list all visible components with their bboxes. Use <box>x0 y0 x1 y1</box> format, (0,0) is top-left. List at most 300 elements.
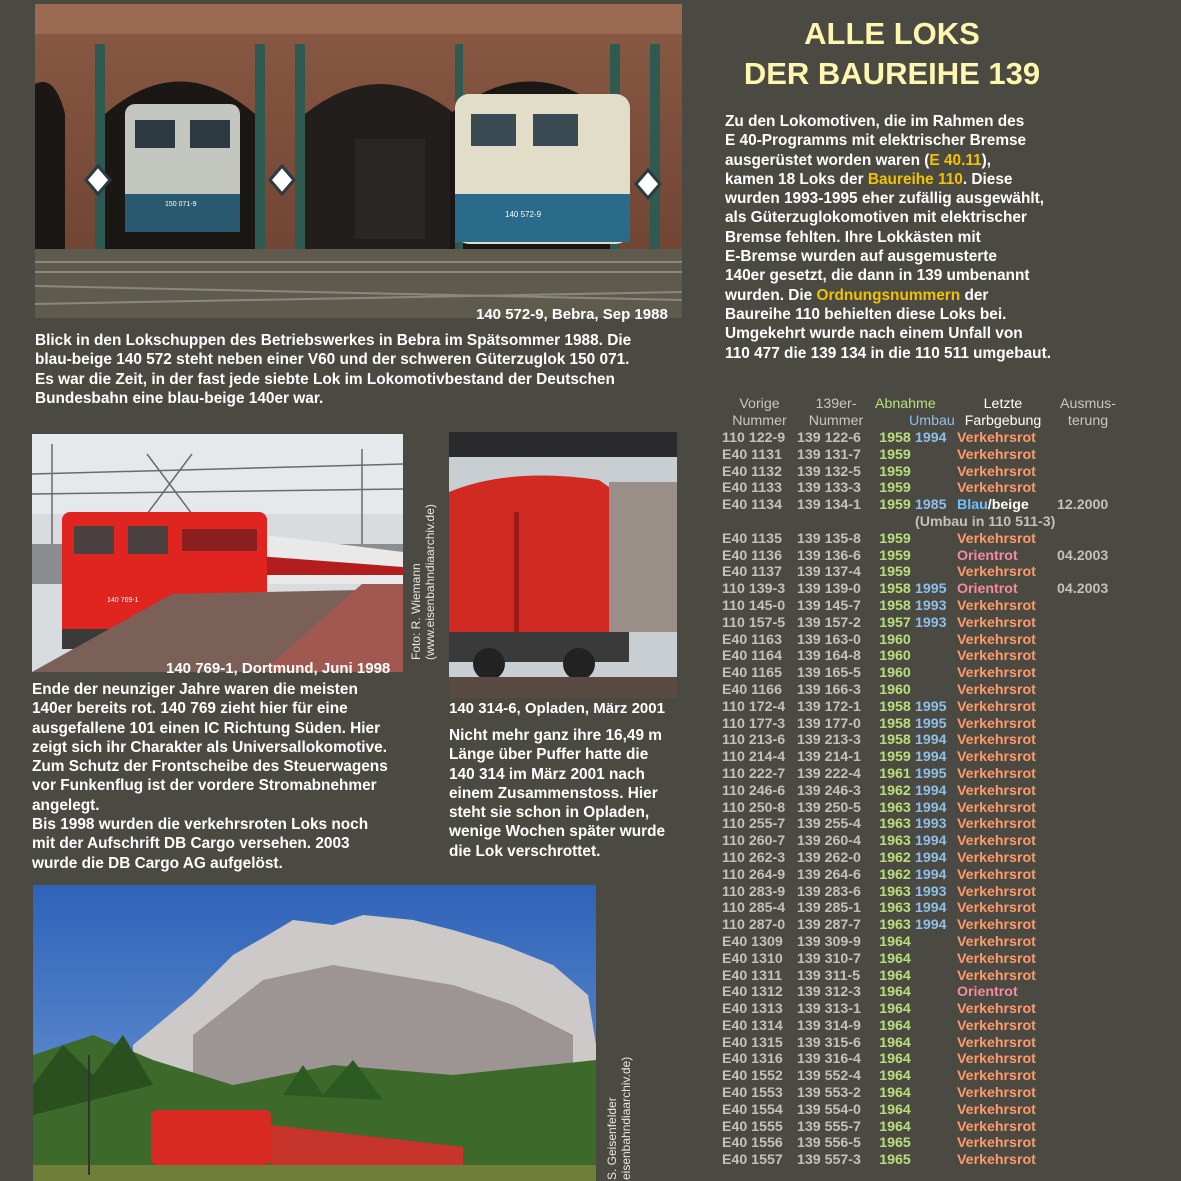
row-farbe-text: Verkehrsrot <box>957 1152 1036 1169</box>
row-farbe-text: Verkehrsrot <box>957 765 1036 782</box>
row-farbe-text: Verkehrsrot <box>957 1085 1036 1102</box>
row-nummer: 139 132-5 <box>797 463 861 480</box>
row-vorige: 110 283-9 <box>722 883 786 900</box>
photo3-text-line: die Lok verschrottet. <box>449 842 601 860</box>
header-139er <box>797 396 875 430</box>
photo4-credit <box>605 1057 633 1180</box>
row-nummer: 139 287-7 <box>797 917 861 934</box>
intro-segment: . Diese <box>962 170 1013 188</box>
row-farbe-text: Orientrot <box>957 547 1018 564</box>
link-baureihe-110[interactable]: Baureihe 110 <box>867 170 963 188</box>
intro-text <box>725 112 1051 363</box>
row-ausmusterung <box>1049 682 1127 699</box>
photo2-text-line: Bis 1998 wurden die verkehrsroten Loks noch <box>32 816 369 834</box>
intro-line: Zu den Lokomotiven, die im Rahmen des <box>725 113 1025 130</box>
row-farbe-text: Verkehrsrot <box>957 648 1036 665</box>
header-text: terung <box>1067 413 1109 429</box>
row-vorige: E40 1311 <box>722 967 782 984</box>
row-vorige: E40 1164 <box>722 648 782 665</box>
row-nummer: 139 264-6 <box>797 866 861 883</box>
row-farbgebung <box>957 766 1049 783</box>
row-farbgebung <box>957 749 1049 766</box>
row-vorige: 110 139-3 <box>722 581 786 598</box>
photo3-text-line: einem Zusammenstoss. Hier <box>449 784 658 802</box>
intro-line: E-Bremse wurden auf ausgemusterte <box>725 248 997 266</box>
row-farbe-text: Verkehrsrot <box>957 732 1036 749</box>
row-nummer: 139 145-7 <box>797 597 861 614</box>
row-farbgebung <box>957 867 1049 884</box>
row-ausmusterung <box>1049 699 1127 716</box>
row-vorige: 110 122-9 <box>722 430 786 446</box>
row-vorige: 110 264-9 <box>722 866 786 883</box>
row-farbe-text: Verkehrsrot <box>957 715 1036 732</box>
row-ausmusterung <box>1049 1001 1127 1018</box>
row-farbgebung <box>957 497 1049 514</box>
row-ausmusterung <box>1049 665 1127 682</box>
photo3-text-line: wenige Wochen später wurde <box>449 823 666 841</box>
photo3-caption: 140 314-6, Opladen, März 2001 <box>449 700 665 717</box>
row-umbau <box>915 1035 957 1052</box>
row-umbau <box>915 564 957 581</box>
row-umbau: 1995 <box>915 581 947 598</box>
photo-zugspitze <box>33 885 596 1181</box>
row-nummer: 139 557-3 <box>797 1152 861 1169</box>
row-nummer: 139 250-5 <box>797 799 861 816</box>
header-text: Nummer <box>732 413 787 429</box>
row-vorige: 110 172-4 <box>722 698 786 715</box>
row-nummer: 139 133-3 <box>797 480 861 497</box>
row-abnahme: 1963 <box>879 917 911 934</box>
row-nummer: 139 285-1 <box>797 900 861 917</box>
row-ausmusterung <box>1049 900 1127 917</box>
table-row <box>722 430 1127 447</box>
intro-line: Umgekehrt wurde nach einem Unfall von <box>725 325 1023 343</box>
row-farbgebung <box>957 632 1049 649</box>
row-farbe-text: Verkehrsrot <box>957 614 1036 631</box>
row-vorige: 110 177-3 <box>722 715 786 732</box>
row-umbau <box>915 951 957 968</box>
table-row <box>722 1152 1127 1169</box>
row-vorige: E40 1314 <box>722 1017 783 1034</box>
row-ausmusterung <box>1049 1119 1127 1136</box>
row-farbgebung <box>957 1018 1049 1035</box>
row-umbau <box>915 665 957 682</box>
row-vorige: E40 1553 <box>722 1085 783 1102</box>
row-umbau <box>915 1085 957 1102</box>
row-umbau <box>915 1152 957 1169</box>
row-ausmusterung: 04.2003 <box>1057 581 1109 598</box>
row-nummer: 139 157-2 <box>797 614 861 631</box>
row-vorige: 110 157-5 <box>722 614 786 631</box>
row-abnahme: 1963 <box>879 799 911 816</box>
table-row <box>722 632 1127 649</box>
row-farbgebung <box>957 800 1049 817</box>
row-nummer: 139 177-0 <box>797 715 861 732</box>
row-umbau <box>915 682 957 699</box>
row-ausmusterung: 12.2000 <box>1057 497 1109 514</box>
intro-line: 110 477 die 139 134 in die 110 511 umgebaut. <box>725 344 1051 362</box>
row-farbgebung <box>957 1152 1049 1169</box>
intro-segment: ), <box>981 151 992 169</box>
row-ausmusterung <box>1049 531 1127 548</box>
table-row <box>722 833 1127 850</box>
row-abnahme: 1958 <box>879 732 911 749</box>
row-umbau <box>915 1102 957 1119</box>
row-farbe-text: Verkehrsrot <box>957 950 1036 967</box>
row-farbe-text: Verkehrsrot <box>957 866 1036 883</box>
row-nummer: 139 165-5 <box>797 665 861 682</box>
photo4-credit-line: eisenbahndiaarchiv.de) <box>619 1056 633 1180</box>
row-abnahme: 1964 <box>879 967 911 984</box>
row-abnahme: 1964 <box>879 950 911 967</box>
table-row <box>722 716 1127 733</box>
row-abnahme: 1962 <box>879 866 911 883</box>
row-umbau <box>915 632 957 649</box>
row-farbgebung <box>957 816 1049 833</box>
photo3-text-line: 140 314 im März 2001 nach <box>449 765 645 783</box>
intro-line: Bremse fehlten. Ihre Lokkästen mit <box>725 228 981 246</box>
row-abnahme: 1959 <box>879 530 911 547</box>
photo2-text-line: 140er bereits rot. 140 769 zieht hier für eine <box>32 700 348 718</box>
photo2-text-line: angelegt. <box>32 796 100 814</box>
row-farbgebung <box>957 900 1049 917</box>
table-row <box>722 1102 1127 1119</box>
photo2-caption: 140 769-1, Dortmund, Juni 1998 <box>166 660 391 677</box>
row-vorige: E40 1315 <box>722 1034 783 1051</box>
row-ausmusterung <box>1049 984 1127 1001</box>
photo1-text-line: blau-beige 140 572 steht neben einer V60 und der schweren Güterzuglok 150 071. <box>35 351 630 369</box>
row-farbgebung <box>957 833 1049 850</box>
row-ausmusterung <box>1049 833 1127 850</box>
row-umbau: 1993 <box>915 614 947 631</box>
table-row <box>722 581 1127 598</box>
table-row <box>722 968 1127 985</box>
header-text: Letzte <box>983 396 1023 412</box>
row-ausmusterung <box>1049 480 1127 497</box>
photo1-caption: 140 572-9, Bebra, Sep 1988 <box>476 306 668 323</box>
row-vorige: E40 1555 <box>722 1118 783 1135</box>
row-abnahme: 1964 <box>879 1051 911 1068</box>
row-ausmusterung <box>1049 1068 1127 1085</box>
intro-line: als Güterzuglokomotiven mit elektrischer <box>725 209 1027 227</box>
photo2-text-line: Zum Schutz der Frontscheibe des Steuerwagens <box>32 758 388 776</box>
row-nummer: 139 122-6 <box>797 430 861 446</box>
loks-table <box>722 396 1127 1169</box>
row-farbgebung <box>957 480 1049 497</box>
photo1-text <box>35 331 631 408</box>
row-vorige: E40 1136 <box>722 547 782 564</box>
photo-lokschuppen-bebra <box>35 4 682 318</box>
row-abnahme: 1959 <box>879 480 911 497</box>
row-ausmusterung <box>1049 464 1127 481</box>
row-abnahme: 1958 <box>879 430 911 446</box>
row-umbau: 1994 <box>915 917 947 934</box>
row-umbau: 1993 <box>915 883 947 900</box>
intro-line: Baureihe 110 behielten diese Loks bei. <box>725 305 1007 323</box>
row-umbau: 1994 <box>915 866 947 883</box>
row-farbe-text: Verkehrsrot <box>957 1135 1036 1152</box>
row-nummer: 139 310-7 <box>797 950 861 967</box>
row-farbgebung <box>957 917 1049 934</box>
row-farbe-text: Verkehrsrot <box>957 1118 1036 1135</box>
photo4-credit-line: S. Geisenfelder <box>605 1097 619 1180</box>
row-farbgebung <box>957 682 1049 699</box>
row-umbau: 1995 <box>915 698 947 715</box>
row-umbau <box>915 1018 957 1035</box>
row-abnahme: 1962 <box>879 782 911 799</box>
row-umbau: 1993 <box>915 816 947 833</box>
table-row <box>722 531 1127 548</box>
row-abnahme: 1957 <box>879 614 911 631</box>
header-text: Vorige <box>739 396 780 412</box>
row-vorige: E40 1554 <box>722 1101 783 1118</box>
row-abnahme: 1964 <box>879 1017 911 1034</box>
loco-number-140: 140 572-9 <box>505 210 542 219</box>
row-umbau: 1994 <box>915 782 947 799</box>
row-ausmusterung <box>1049 800 1127 817</box>
photo-dortmund-image <box>32 434 403 672</box>
row-nummer: 139 172-1 <box>797 698 861 715</box>
row-nummer: 139 222-4 <box>797 765 861 782</box>
row-farbe-text: Verkehrsrot <box>957 681 1036 698</box>
row-umbau: 1994 <box>915 849 947 866</box>
table-row <box>722 1001 1127 1018</box>
table-row <box>722 1051 1127 1068</box>
table-row <box>722 1068 1127 1085</box>
row-umbau: 1994 <box>915 799 947 816</box>
row-farbgebung <box>957 951 1049 968</box>
row-nummer: 139 166-3 <box>797 681 861 698</box>
intro-line: wurden 1993-1995 eher zufällig ausgewählt, <box>725 190 1045 208</box>
loco-number-150: 150 071-9 <box>165 201 197 208</box>
row-farbe-text: Verkehrsrot <box>957 1017 1036 1034</box>
table-row <box>722 1119 1127 1136</box>
row-nummer: 139 316-4 <box>797 1051 861 1068</box>
table-row <box>722 850 1127 867</box>
row-ausmusterung <box>1049 1152 1127 1169</box>
row-farbe-text: Verkehrsrot <box>957 1068 1036 1085</box>
intro-segment: kamen 18 Loks der <box>725 170 868 188</box>
row-farbgebung <box>957 1135 1049 1152</box>
row-farbgebung <box>957 716 1049 733</box>
row-umbau <box>915 480 957 497</box>
table-note-row <box>722 514 1127 531</box>
table-row <box>722 682 1127 699</box>
row-ausmusterung <box>1049 917 1127 934</box>
row-ausmusterung: 04.2003 <box>1057 547 1109 564</box>
table-header-row <box>722 396 1127 430</box>
row-farbgebung <box>957 430 1049 447</box>
row-ausmusterung <box>1049 430 1127 447</box>
row-farbgebung <box>957 1035 1049 1052</box>
row-nummer: 139 131-7 <box>797 446 861 463</box>
photo1-text-line: Blick in den Lokschuppen des Betriebswerkes in Bebra im Spätsommer 1988. Die <box>35 332 632 349</box>
row-umbau: 1994 <box>915 900 947 917</box>
row-vorige: 110 250-8 <box>722 799 786 816</box>
row-ausmusterung <box>1049 1085 1127 1102</box>
row-farbgebung <box>957 665 1049 682</box>
table-row <box>722 497 1127 514</box>
photo2-loco-number: 140 769-1 <box>107 597 139 604</box>
row-ausmusterung <box>1049 447 1127 464</box>
row-vorige: E40 1316 <box>722 1051 783 1068</box>
row-ausmusterung <box>1049 564 1127 581</box>
row-farbe-text: Verkehrsrot <box>957 782 1036 799</box>
row-farbe-text: Verkehrsrot <box>957 597 1036 614</box>
row-farbgebung <box>957 934 1049 951</box>
row-farbe-text: Verkehrsrot <box>957 816 1036 833</box>
row-farbgebung <box>957 615 1049 632</box>
row-farbe-text: Verkehrsrot <box>957 463 1036 480</box>
row-abnahme: 1959 <box>879 547 911 564</box>
intro-line: E 40-Programms mit elektrischer Bremse <box>725 132 1027 150</box>
row-farbgebung <box>957 984 1049 1001</box>
row-vorige: E40 1132 <box>722 463 782 480</box>
row-vorige: E40 1165 <box>722 665 782 682</box>
row-nummer: 139 255-4 <box>797 816 861 833</box>
table-row <box>722 766 1127 783</box>
row-nummer: 139 139-0 <box>797 581 861 598</box>
row-ausmusterung <box>1049 1135 1127 1152</box>
row-ausmusterung <box>1049 1051 1127 1068</box>
row-umbau <box>915 1051 957 1068</box>
table-row <box>722 1135 1127 1152</box>
intro-line <box>725 286 1051 305</box>
row-nummer: 139 262-0 <box>797 849 861 866</box>
title-line1: ALLE LOKS <box>804 16 980 51</box>
row-farbe-text: Verkehrsrot <box>957 564 1036 581</box>
row-ausmusterung <box>1049 632 1127 649</box>
photo-opladen-image <box>449 432 677 698</box>
table-row <box>722 900 1127 917</box>
row-farbe-text: Verkehrsrot <box>957 1051 1036 1068</box>
row-nummer: 139 313-1 <box>797 1001 861 1018</box>
row-umbau <box>915 548 957 565</box>
table-row <box>722 934 1127 951</box>
row-farbgebung <box>957 732 1049 749</box>
header-text: Farbgebung <box>964 413 1042 429</box>
row-abnahme: 1964 <box>879 1034 911 1051</box>
row-umbau <box>915 1135 957 1152</box>
row-farbe-text: Verkehrsrot <box>957 530 1036 547</box>
row-vorige: E40 1313 <box>722 1001 783 1018</box>
row-farbgebung <box>957 464 1049 481</box>
table-row <box>722 816 1127 833</box>
row-umbau: 1994 <box>915 430 947 446</box>
row-umbau: 1995 <box>915 765 947 782</box>
intro-segment: wurden. Die <box>725 286 817 304</box>
row-farbe-text: Verkehrsrot <box>957 933 1036 950</box>
row-ausmusterung <box>1049 968 1127 985</box>
row-nummer: 139 246-3 <box>797 782 861 799</box>
row-abnahme: 1961 <box>879 765 911 782</box>
row-umbau: 1994 <box>915 833 947 850</box>
table-row <box>722 951 1127 968</box>
row-abnahme: 1958 <box>879 581 911 598</box>
header-text: Ausmus- <box>1060 396 1116 412</box>
row-farbe-text: Verkehrsrot <box>957 917 1036 934</box>
table-row <box>722 447 1127 464</box>
row-farbe-text: Verkehrsrot <box>957 799 1036 816</box>
row-farbgebung <box>957 850 1049 867</box>
row-ausmusterung <box>1049 766 1127 783</box>
row-farbgebung <box>957 1068 1049 1085</box>
table-row <box>722 615 1127 632</box>
row-ausmusterung <box>1049 783 1127 800</box>
row-ausmusterung <box>1049 934 1127 951</box>
row-nummer: 139 164-8 <box>797 648 861 665</box>
row-farbe-text: Verkehrsrot <box>957 883 1036 900</box>
row-nummer: 139 214-1 <box>797 749 861 766</box>
photo3-text-line: Nicht mehr ganz ihre 16,49 m <box>449 727 662 744</box>
row-vorige: E40 1163 <box>722 631 782 648</box>
row-vorige: 110 246-6 <box>722 782 786 799</box>
link-ordnungsnummern[interactable]: Ordnungsnummern <box>816 286 961 304</box>
intro-segment: der <box>960 286 989 304</box>
row-vorige: E40 1310 <box>722 950 783 967</box>
row-ausmusterung <box>1049 951 1127 968</box>
row-abnahme: 1964 <box>879 1118 911 1135</box>
link-e4011[interactable]: E 40.11 <box>929 151 982 169</box>
row-abnahme: 1963 <box>879 833 911 850</box>
row-abnahme: 1959 <box>879 497 911 514</box>
photo2-text-line: ausgefallene 101 einen IC Richtung Süden. Hier <box>32 719 381 737</box>
row-nummer: 139 137-4 <box>797 564 861 581</box>
row-nummer: 139 555-7 <box>797 1118 861 1135</box>
row-umbau <box>915 1068 957 1085</box>
row-farbe-text: Verkehrsrot <box>957 631 1036 648</box>
row-farbgebung <box>957 548 1049 565</box>
row-ausmusterung <box>1049 615 1127 632</box>
row-nummer: 139 556-5 <box>797 1135 861 1152</box>
row-vorige: 110 213-6 <box>722 732 786 749</box>
row-vorige: E40 1552 <box>722 1068 783 1085</box>
row-farbe-text: Verkehrsrot <box>957 900 1036 917</box>
row-abnahme: 1965 <box>879 1135 911 1152</box>
row-umbau <box>915 447 957 464</box>
photo2-text-line: wurde die DB Cargo AG aufgelöst. <box>32 854 283 872</box>
row-abnahme: 1960 <box>879 631 911 648</box>
photo2-credit-line: (www.eisenbahndiaarchiv.de) <box>423 504 437 660</box>
row-umbau: 1994 <box>915 732 947 749</box>
table-row <box>722 1035 1127 1052</box>
row-vorige: E40 1312 <box>722 984 783 1001</box>
row-nummer: 139 312-3 <box>797 984 861 1001</box>
intro-line <box>725 151 1051 170</box>
row-vorige: E40 1557 <box>722 1152 783 1169</box>
row-umbau <box>915 648 957 665</box>
row-ausmusterung <box>1049 732 1127 749</box>
row-nummer: 139 260-4 <box>797 833 861 850</box>
photo-zugspitze-image <box>33 885 596 1181</box>
photo2-credit <box>409 504 437 660</box>
row-vorige: 110 285-4 <box>722 900 786 917</box>
row-ausmusterung <box>1049 850 1127 867</box>
table-row <box>722 598 1127 615</box>
row-nummer: 139 309-9 <box>797 933 861 950</box>
row-ausmusterung <box>1049 1102 1127 1119</box>
photo2-text <box>32 680 388 873</box>
row-umbau <box>915 934 957 951</box>
photo2-credit-line: Foto: R. Wiemann <box>409 563 423 660</box>
row-farbe-text: Verkehrsrot <box>957 698 1036 715</box>
row-farbe-text: Verkehrsrot <box>957 749 1036 766</box>
row-farbe-text: Verkehrsrot <box>957 446 1036 463</box>
row-farbgebung <box>957 1051 1049 1068</box>
row-farbgebung <box>957 1085 1049 1102</box>
photo3-text-line: steht sie schon in Opladen, <box>449 804 650 822</box>
row-abnahme: 1958 <box>879 715 911 732</box>
